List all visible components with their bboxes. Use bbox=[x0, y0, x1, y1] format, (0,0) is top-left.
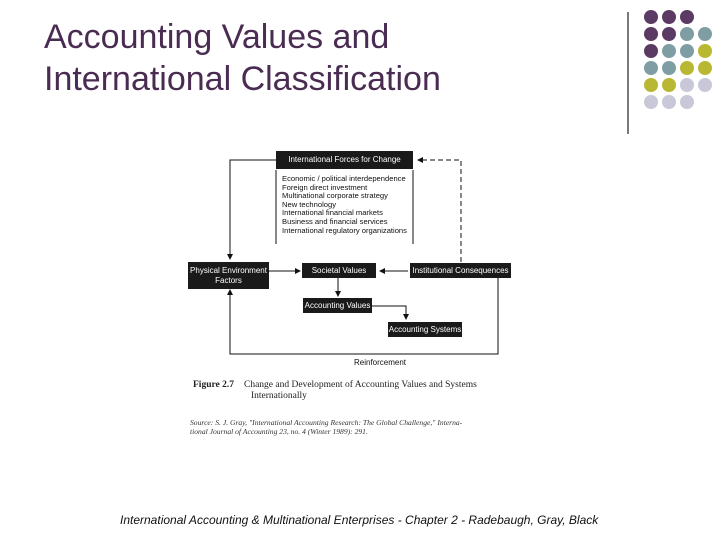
box-physical-environment bbox=[188, 262, 269, 289]
figure-caption bbox=[193, 380, 477, 402]
arrow-values-to-systems bbox=[372, 306, 406, 319]
source-citation bbox=[190, 418, 520, 436]
dot bbox=[662, 61, 676, 75]
dot bbox=[680, 95, 694, 109]
source-line-2: tional Journal of Accounting 23, no. 4 (Winter 1989): 291. bbox=[190, 427, 368, 436]
reinforcement-label: Reinforcement bbox=[354, 358, 407, 367]
box-societal-values bbox=[302, 263, 376, 278]
dot bbox=[680, 44, 694, 58]
source-line-1: Source: S. J. Gray, "International Accounting Research: The Global Challenge," Interna- bbox=[190, 418, 463, 427]
dot bbox=[644, 44, 658, 58]
slide-footer: International Accounting & Multinational Enterprises - Chapter 2 - Radebaugh, Gray, Black bbox=[120, 513, 599, 527]
dot bbox=[662, 44, 676, 58]
title-line-1: Accounting Values and bbox=[44, 18, 390, 56]
dot bbox=[644, 10, 658, 24]
dot bbox=[662, 95, 676, 109]
dot bbox=[680, 61, 694, 75]
list-item: Foreign direct investment bbox=[282, 182, 368, 192]
decorative-dot-grid bbox=[638, 10, 718, 120]
arrow-dashed-feedback bbox=[418, 160, 461, 262]
arrow-reinforcement bbox=[230, 278, 498, 354]
dot bbox=[698, 78, 712, 92]
caption-line-1: Change and Development of Accounting Values and Systems bbox=[244, 380, 477, 390]
list-item: Economic / political interdependence bbox=[282, 174, 406, 183]
box-physical-line-1: Physical Environment bbox=[190, 265, 267, 275]
list-item: International regulatory organizations bbox=[282, 225, 407, 235]
title-line-2: International Classification bbox=[44, 60, 441, 98]
dot bbox=[680, 78, 694, 92]
box-institutional-label: Institutional Consequences bbox=[412, 265, 509, 275]
dot bbox=[698, 44, 712, 58]
figure-number: Figure 2.7 bbox=[193, 380, 234, 390]
dot bbox=[680, 10, 694, 24]
box-international-forces-label: International Forces for Change bbox=[288, 155, 401, 164]
dot bbox=[644, 27, 658, 41]
list-item: Multinational corporate strategy bbox=[282, 191, 388, 201]
dot bbox=[680, 27, 694, 41]
list-item: International financial markets bbox=[282, 208, 383, 218]
dot bbox=[662, 27, 676, 41]
slide-title bbox=[44, 16, 604, 100]
box-physical-line-2: Factors bbox=[215, 275, 242, 285]
dot bbox=[644, 61, 658, 75]
dot bbox=[698, 27, 712, 41]
arrow-forces-to-physical bbox=[230, 160, 276, 259]
dot bbox=[698, 61, 712, 75]
dot bbox=[644, 95, 658, 109]
dot bbox=[662, 78, 676, 92]
box-accounting-systems-label: Accounting Systems bbox=[388, 324, 462, 334]
list-item: New technology bbox=[282, 199, 337, 209]
caption-line-2: Internationally bbox=[251, 391, 307, 401]
box-societal-label: Societal Values bbox=[311, 265, 367, 275]
box-international-forces bbox=[276, 151, 413, 169]
box-accounting-values bbox=[303, 298, 372, 313]
dot bbox=[662, 10, 676, 24]
box-institutional-consequences bbox=[410, 263, 511, 278]
list-item: Business and financial services bbox=[282, 216, 388, 226]
dot bbox=[644, 78, 658, 92]
decorative-divider bbox=[627, 12, 629, 134]
box-accounting-values-label: Accounting Values bbox=[304, 300, 371, 310]
forces-list bbox=[282, 175, 407, 235]
box-accounting-systems bbox=[388, 322, 462, 337]
